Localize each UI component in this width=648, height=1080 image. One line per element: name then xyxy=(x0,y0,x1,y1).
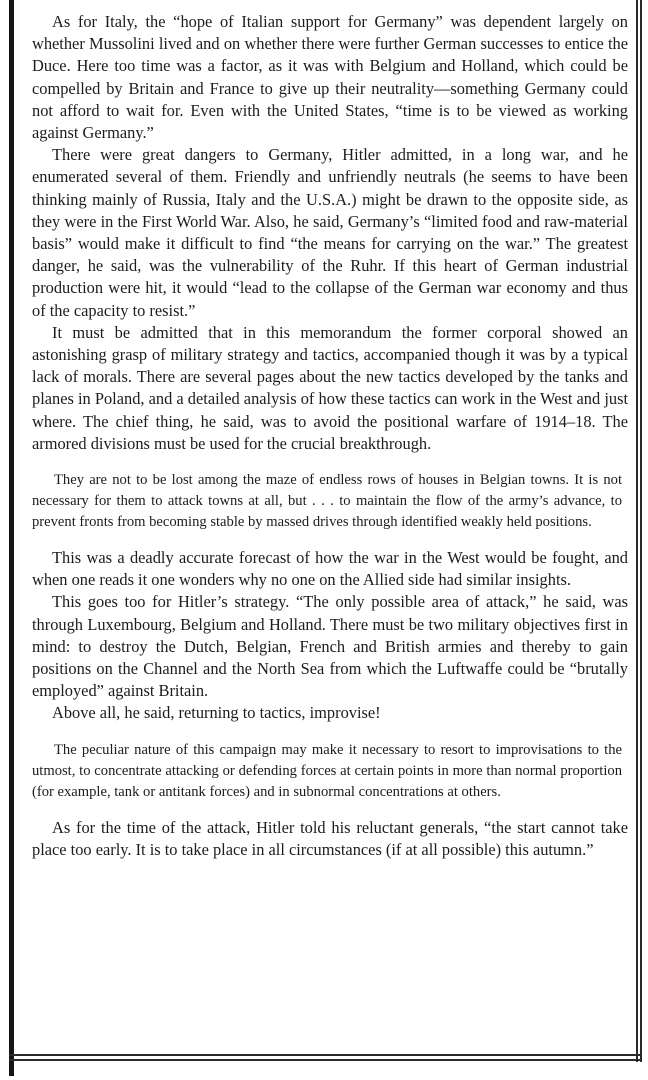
paragraph-forecast: This was a deadly accurate forecast of how the war in the West would be fought, and when one reads it one wonders why no one on the Allied side had similar insights. xyxy=(32,548,628,590)
spacer xyxy=(32,455,628,470)
right-border-rule-outer xyxy=(636,0,638,1062)
page-text xyxy=(32,11,628,861)
right-border-rule-inner xyxy=(640,0,642,1062)
paragraph-strategy: This goes too for Hitler’s strategy. “The only possible area of attack,” he said, was through Luxembourg, Belgium and Holland. There must be two military objectives first in mind: to destroy the Dutch, Belgian, French and British armies and thereby to gain positions on the Channel and the North Sea from which the Luftwaffe could be “brutally employed” against Britain. xyxy=(32,592,628,701)
block-quote-tanks: They are not to be lost among the maze of endless rows of houses in Belgian towns. It is not necessary for them to attack towns at all, but . . . to maintain the flow of the army’s advance, to prevent fronts from becoming stable by massed drives through identified weakly held positions. xyxy=(32,472,622,531)
bottom-border-rule-outer xyxy=(9,1054,642,1056)
spacer xyxy=(32,533,628,547)
left-border-rule xyxy=(9,0,14,1076)
spacer xyxy=(32,725,628,740)
paragraph-improvise: Above all, he said, returning to tactics, improvise! xyxy=(52,703,381,723)
paragraph-italy: As for Italy, the “hope of Italian support for Germany” was dependent largely on whether Mussolini lived and on whether there were further German successes to entice the Duce. Here too time was a factor, as it was with Belgium and Holland, which could be compelled by Britain and France to give up their neutrality—something Germany could not afford to wait for. Even with the United States, “time is to be viewed as working against Germany.” xyxy=(32,12,628,143)
paragraph-dangers: There were great dangers to Germany, Hitler admitted, in a long war, and he enumerated several of them. Friendly and unfriendly neutrals (he seems to have been thinking mainly of Russia, Italy and the U.S.A.) might be drawn to the opposite side, as they were in the First World War. Also, he said, Germany’s “limited food and raw-material basis” would make it difficult to find “the means for carrying on the war.” The greatest danger, he said, was the vulnerability of the Ruhr. If this heart of German industrial production were hit, it would “lead to the collapse of the German war economy and thus of the capacity to resist.” xyxy=(32,145,628,320)
paragraph-memorandum: It must be admitted that in this memorandum the former corporal showed an astonishing grasp of military strategy and tactics, accompanied though it was by a typical lack of morals. There are several pages about the new tactics developed by the tanks and planes in Poland, and a detailed analysis of how these tactics can work in the West and just where. The chief thing, he said, was to avoid the positional warfare of 1914–18. The armored divisions must be used for the crucial breakthrough. xyxy=(32,322,628,453)
paragraph-timing: As for the time of the attack, Hitler told his reluctant generals, “the start cannot take place too early. It is to take place in all circumstances (if at all possible) this autumn.” xyxy=(32,817,628,859)
block-quote-improvisation: The peculiar nature of this campaign may make it necessary to resort to improvisations to the utmost, to concentrate attacking or defending forces at certain points in more than normal proportion (for example, tank or antitank forces) and in subnormal concentrations at others. xyxy=(32,741,622,800)
bottom-border-rule-inner xyxy=(9,1059,642,1061)
spacer xyxy=(32,803,628,817)
